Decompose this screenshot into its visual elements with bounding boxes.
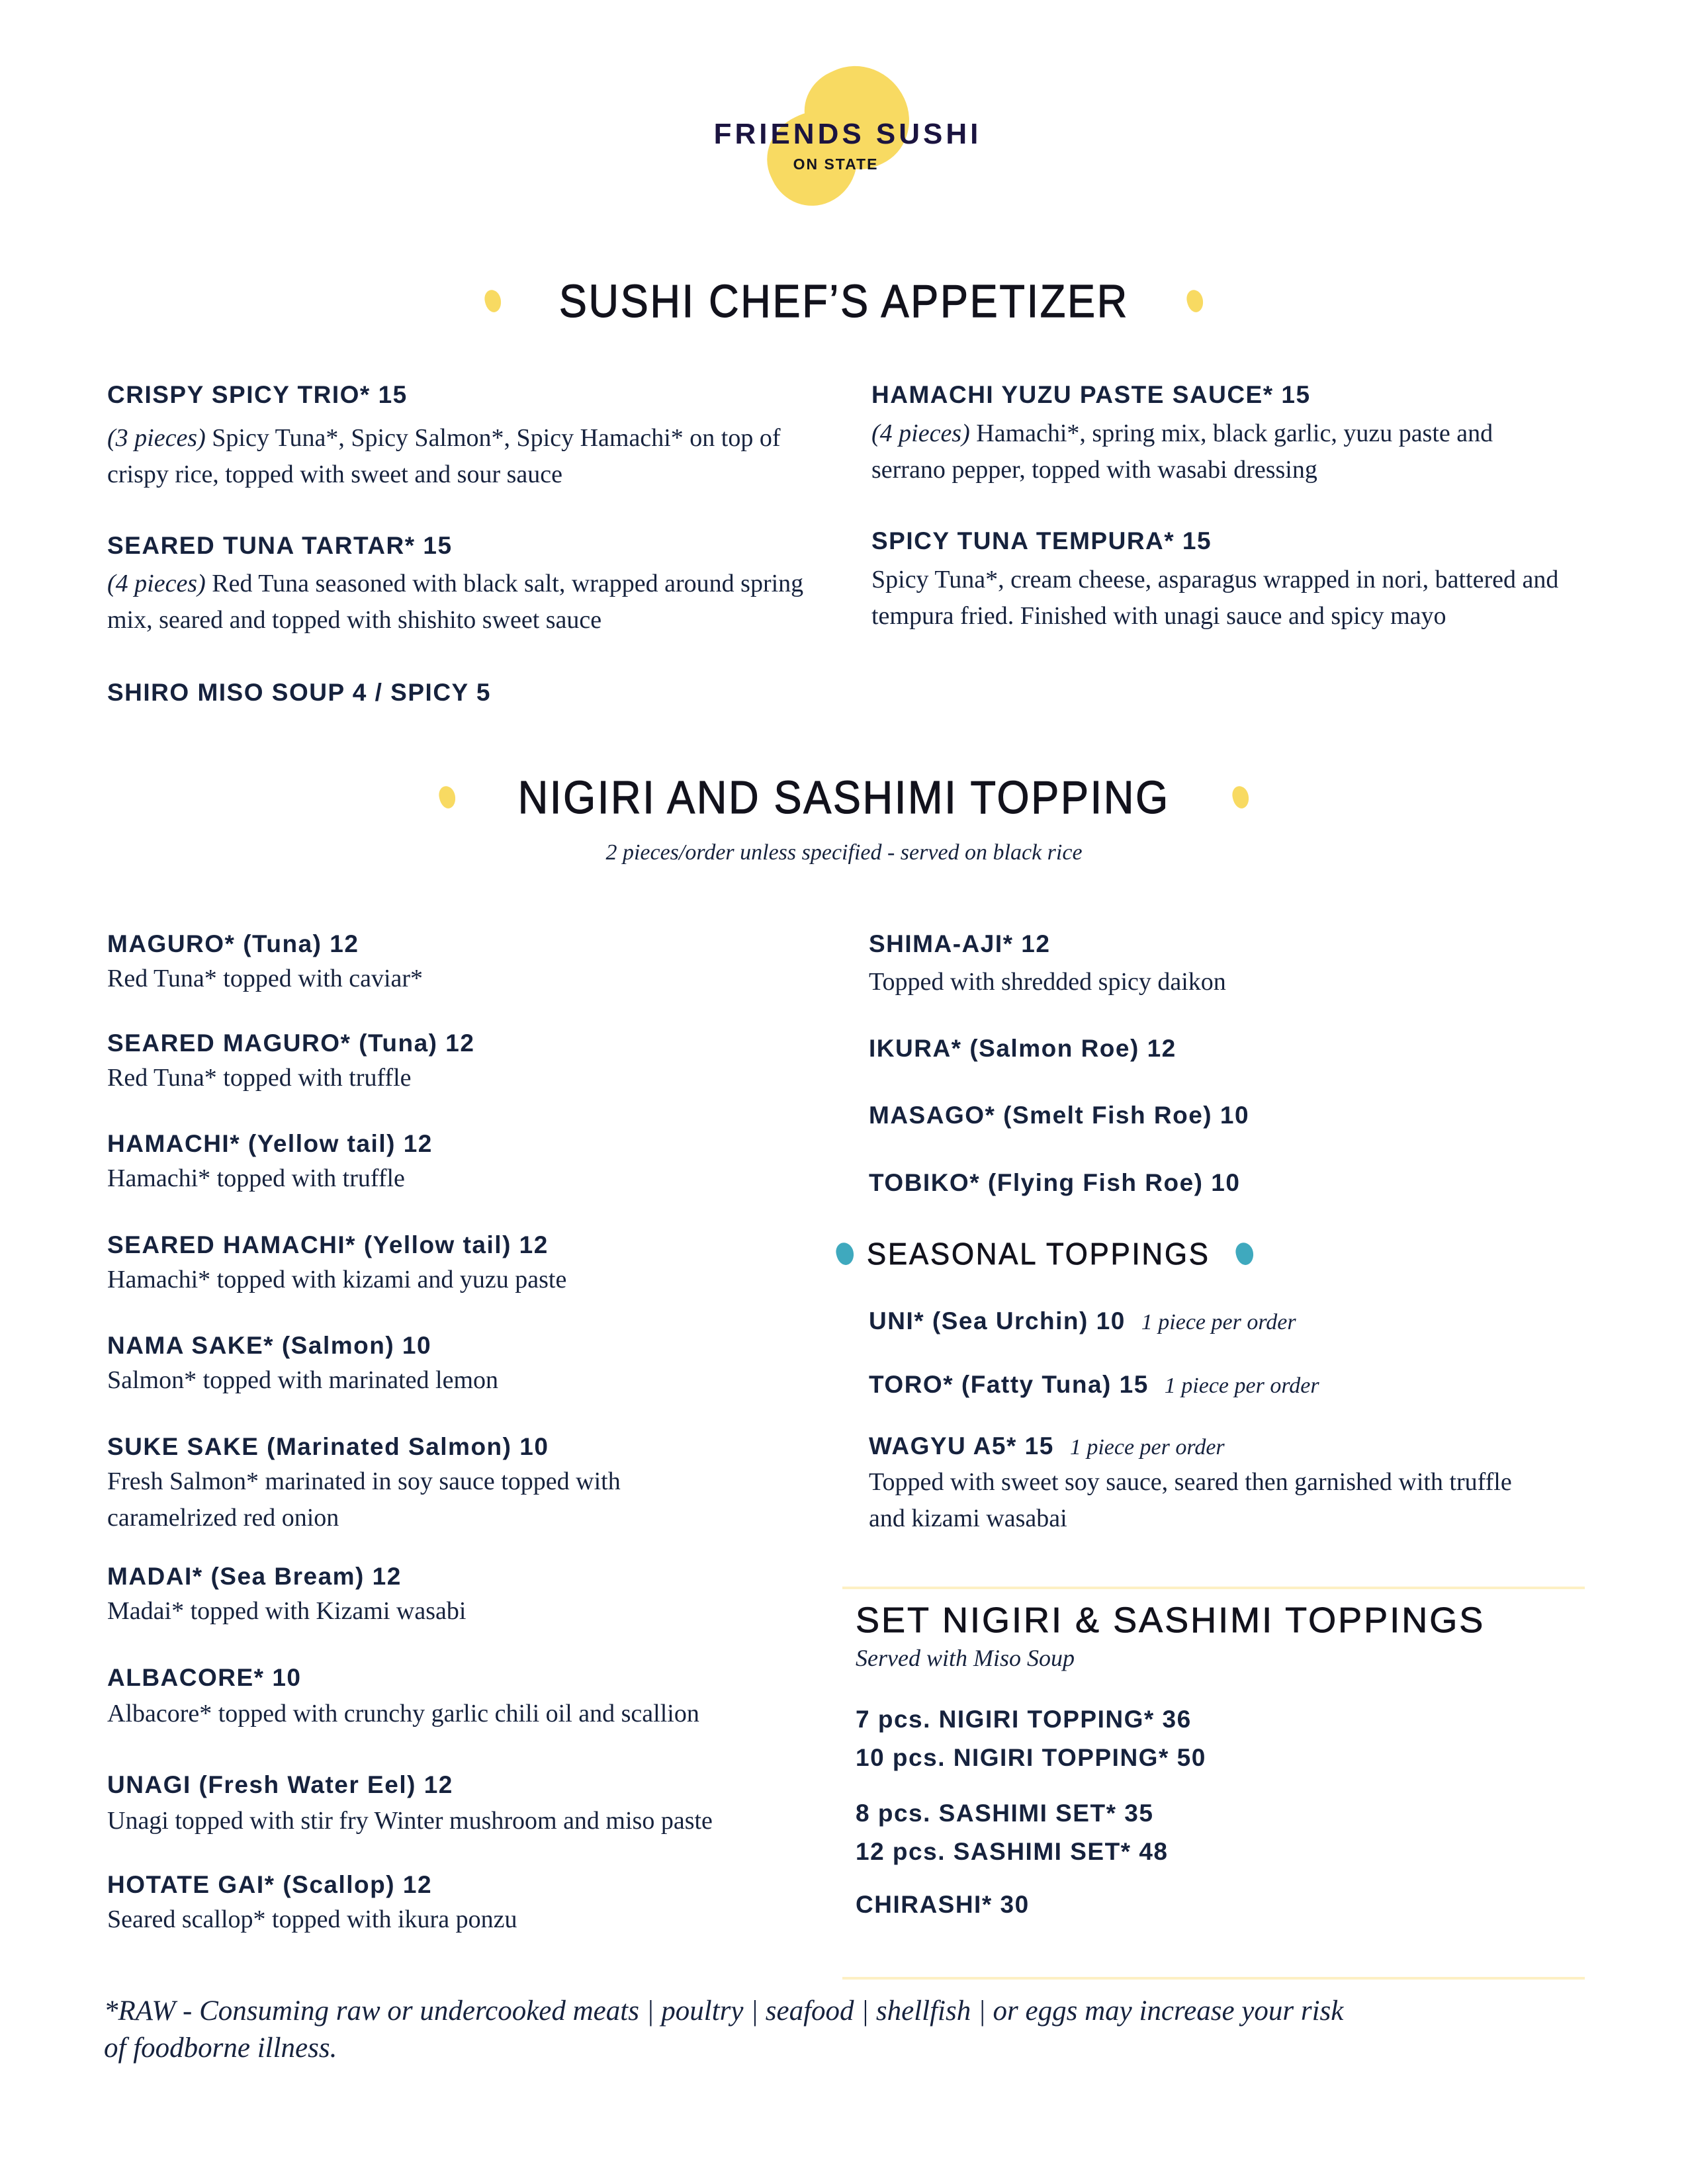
seasonal-section-header bbox=[836, 1236, 1253, 1272]
menu-item-desc bbox=[107, 566, 828, 638]
set-item: 10 pcs. NIGIRI TOPPING* 50 bbox=[856, 1744, 1206, 1771]
menu-item-title: SHIRO MISO SOUP 4 / SPICY 5 bbox=[107, 679, 491, 706]
menu-item-desc: Hamachi* topped with truffle bbox=[107, 1164, 405, 1192]
menu-item-title: TOBIKO* (Flying Fish Roe) 10 bbox=[869, 1169, 1241, 1196]
menu-item-title: MASAGO* (Smelt Fish Roe) 10 bbox=[869, 1102, 1250, 1129]
menu-item-title: ALBACORE* 10 bbox=[107, 1664, 302, 1691]
divider-bottom bbox=[842, 1977, 1585, 1980]
item-name: WAGYU A5* 15 bbox=[869, 1432, 1054, 1460]
menu-item-title: SHIMA-AJI* 12 bbox=[869, 930, 1051, 957]
logo-tagline: ON STATE bbox=[793, 155, 879, 173]
menu-item-desc: Topped with shredded spicy daikon bbox=[869, 968, 1226, 996]
set-item: 8 pcs. SASHIMI SET* 35 bbox=[856, 1800, 1154, 1827]
appetizer-section-header bbox=[0, 275, 1688, 328]
yellow-blob-icon bbox=[437, 785, 458, 810]
set-item: CHIRASHI* 30 bbox=[856, 1891, 1030, 1918]
menu-item-desc bbox=[107, 420, 828, 493]
menu-item-desc: Hamachi* topped with kizami and yuzu paste bbox=[107, 1266, 567, 1293]
yellow-blob-icon bbox=[1230, 785, 1251, 810]
desc-text: Spicy Tuna*, Spicy Salmon*, Spicy Hamachi* on top of crispy rice, topped with sweet and sour sauce bbox=[107, 424, 781, 488]
desc-text: Hamachi*, spring mix, black garlic, yuzu paste and serrano pepper, topped with wasabi dressing bbox=[871, 419, 1493, 484]
menu-item-desc: Spicy Tuna*, cream cheese, asparagus wrapped in nori, battered and tempura fried. Finished with unagi sauce and spicy mayo bbox=[871, 566, 1559, 630]
portion-note: 1 piece per order bbox=[1069, 1435, 1225, 1460]
teal-blob-icon bbox=[834, 1241, 856, 1267]
pieces-note: (3 pieces) bbox=[107, 424, 206, 452]
menu-item-desc: Salmon* topped with marinated lemon bbox=[107, 1366, 499, 1394]
desc-text: Red Tuna seasoned with black salt, wrapped around spring mix, seared and topped with shishito sweet sauce bbox=[107, 570, 804, 634]
pieces-note: (4 pieces) bbox=[107, 570, 206, 597]
menu-item-desc: Albacore* topped with crunchy garlic chili oil and scallion bbox=[107, 1700, 699, 1727]
menu-item-title: HOTATE GAI* (Scallop) 12 bbox=[107, 1871, 433, 1898]
logo-name: FRIENDS SUSHI bbox=[713, 118, 982, 150]
appetizer-heading: SUSHI CHEF’S APPETIZER bbox=[558, 275, 1130, 327]
menu-item-desc: Red Tuna* topped with caviar* bbox=[107, 965, 423, 992]
set-heading: SET NIGIRI & SASHIMI TOPPINGS bbox=[856, 1600, 1486, 1640]
menu-item-title: SPICY TUNA TEMPURA* 15 bbox=[871, 527, 1212, 554]
pieces-note: (4 pieces) bbox=[871, 419, 970, 447]
menu-item-title: SUKE SAKE (Marinated Salmon) 10 bbox=[107, 1433, 549, 1460]
menu-item-desc: Unagi topped with stir fry Winter mushroom and miso paste bbox=[107, 1807, 713, 1835]
divider-top bbox=[842, 1587, 1585, 1589]
portion-note: 1 piece per order bbox=[1164, 1374, 1319, 1398]
menu-item-title: CRISPY SPICY TRIO* 15 bbox=[107, 381, 408, 408]
yellow-blob-icon bbox=[483, 288, 504, 314]
menu-item-desc: Madai* topped with Kizami wasabi bbox=[107, 1597, 466, 1625]
menu-item-title: SEARED TUNA TARTAR* 15 bbox=[107, 532, 453, 559]
seasonal-heading: SEASONAL TOPPINGS bbox=[867, 1237, 1210, 1271]
nigiri-heading: NIGIRI AND SASHIMI TOPPING bbox=[517, 771, 1171, 823]
teal-blob-icon bbox=[1234, 1241, 1256, 1267]
item-name: UNI* (Sea Urchin) 10 bbox=[869, 1307, 1126, 1334]
set-item: 12 pcs. SASHIMI SET* 48 bbox=[856, 1838, 1169, 1865]
nigiri-subtitle: 2 pieces/order unless specified - served on black rice bbox=[605, 840, 1083, 865]
menu-item-title: SEARED MAGURO* (Tuna) 12 bbox=[107, 1029, 475, 1057]
menu-item-desc: Topped with sweet soy sauce, seared then garnished with truffle and kizami wasabai bbox=[869, 1468, 1512, 1532]
menu-item-title: SEARED HAMACHI* (Yellow tail) 12 bbox=[107, 1231, 549, 1258]
menu-item-title: UNAGI (Fresh Water Eel) 12 bbox=[107, 1771, 453, 1798]
portion-note: 1 piece per order bbox=[1141, 1310, 1296, 1334]
nigiri-section-header bbox=[0, 771, 1688, 824]
menu-item-desc: Seared scallop* topped with ikura ponzu bbox=[107, 1905, 517, 1933]
raw-food-disclaimer: *RAW - Consuming raw or undercooked meats | poultry | seafood | shellfish | or eggs may increase your risk of foodborne illness. bbox=[104, 1995, 1344, 2064]
menu-item-title: HAMACHI YUZU PASTE SAUCE* 15 bbox=[871, 381, 1311, 408]
menu-item-title: MAGURO* (Tuna) 12 bbox=[107, 930, 359, 957]
menu-item-title: MADAI* (Sea Bream) 12 bbox=[107, 1563, 402, 1590]
set-subtitle: Served with Miso Soup bbox=[856, 1645, 1075, 1671]
item-name: TORO* (Fatty Tuna) 15 bbox=[869, 1371, 1149, 1398]
menu-item-desc bbox=[871, 415, 1540, 488]
menu-item-title bbox=[869, 1432, 1225, 1460]
menu-item-title: NAMA SAKE* (Salmon) 10 bbox=[107, 1332, 432, 1359]
menu-item-title bbox=[869, 1371, 1319, 1399]
menu-item-desc: Fresh Salmon* marinated in soy sauce topped with caramelrized red onion bbox=[107, 1467, 621, 1532]
yellow-blob-icon bbox=[1185, 288, 1206, 314]
menu-item-title: HAMACHI* (Yellow tail) 12 bbox=[107, 1130, 433, 1157]
menu-item-title: IKURA* (Salmon Roe) 12 bbox=[869, 1035, 1177, 1062]
menu-item-desc: Red Tuna* topped with truffle bbox=[107, 1064, 412, 1092]
menu-item-title bbox=[869, 1307, 1296, 1335]
set-item: 7 pcs. NIGIRI TOPPING* 36 bbox=[856, 1706, 1192, 1733]
